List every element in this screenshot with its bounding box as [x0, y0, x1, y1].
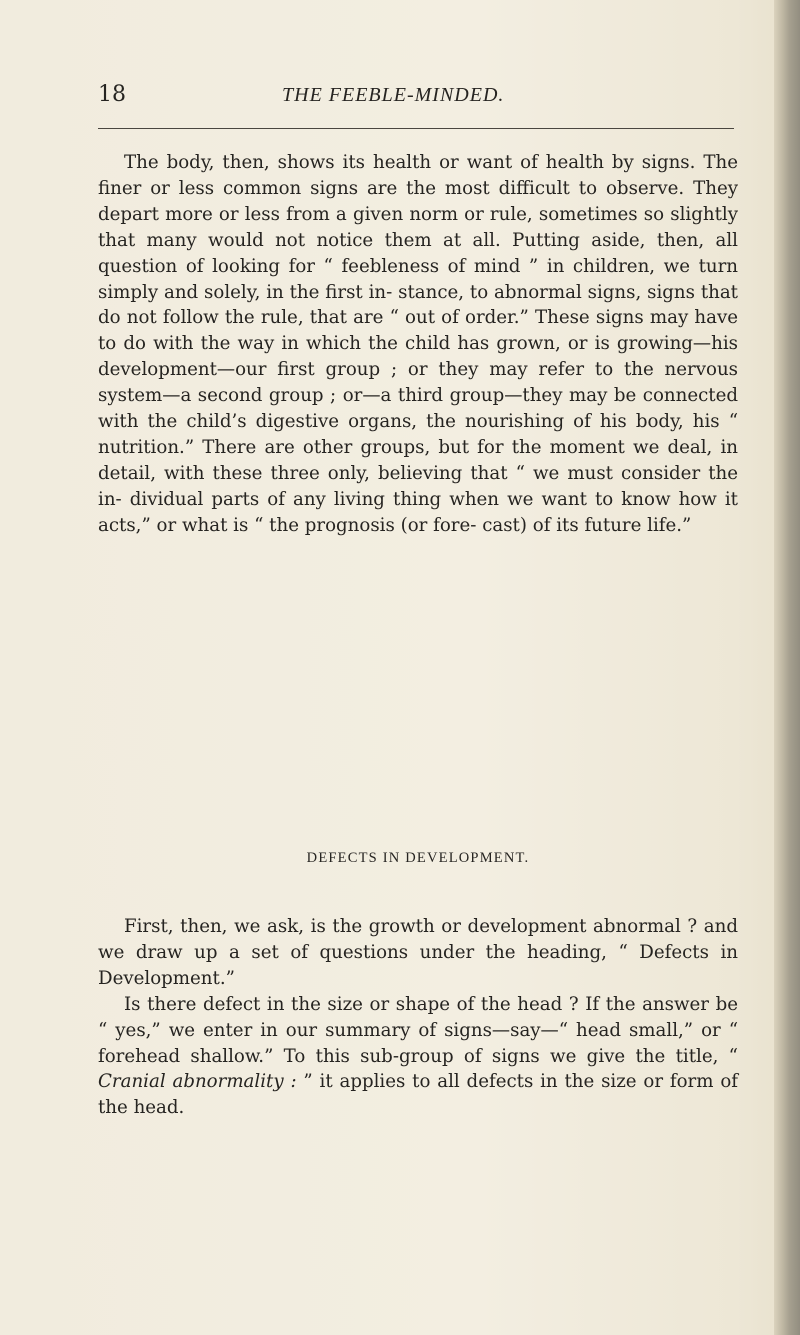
section-heading: DEFECTS IN DEVELOPMENT.: [306, 850, 530, 866]
paragraph-3: [98, 992, 738, 1122]
paragraph-3-text-b: ” it applies to all defects in the size or form of the head.: [98, 1071, 738, 1119]
paragraph-3-italic-title: Cranial abnormality :: [98, 1071, 297, 1093]
body-text-bottom: [98, 914, 738, 1121]
page-header: [98, 82, 738, 122]
paragraph-3-text-a: Is there defect in the size or shape of the head ? If the answer be “ yes,” we enter in our summary of signs—say—“ head small,” or “ forehead shallow.” To this sub-group of signs we give the title, “: [98, 993, 738, 1067]
header-rule: [98, 128, 734, 129]
running-head: THE FEEBLE-MINDED.: [282, 84, 505, 106]
paragraph-2: First, then, we ask, is the growth or development abnormal ? and we draw up a set of questions under the heading, “ Defects in Development.”: [98, 916, 738, 989]
paragraph-1: The body, then, shows its health or want of health by signs. The finer or less common signs are the most difficult to observe. They depart more or less from a given norm or rule, sometimes so slightly that many would not notice them at all. Putting aside, then, all question of looking for “ feebleness of mind ” in children, we turn simply and solely, in the first in- stance, to abnormal signs, signs that do not follow the rule, that are “ out of order.” These signs may have to do with the way in which the child has grown, or is growing—his development—our first group ; or they may refer to the nervous system—a second group ; or—a third group—they may be connected with the child’s digestive organs, the nourishing of his body, his “ nutrition.” There are other groups, but for the moment we deal, in detail, with these three only, believing that “ we must consider the in- dividual parts of any living thing when we want to know how it acts,” or what is “ the prognosis (or fore- cast) of its future life.”: [98, 152, 738, 536]
page-gutter-shadow: [774, 0, 800, 1335]
page-number: 18: [98, 82, 126, 107]
body-text-top: [98, 150, 738, 539]
